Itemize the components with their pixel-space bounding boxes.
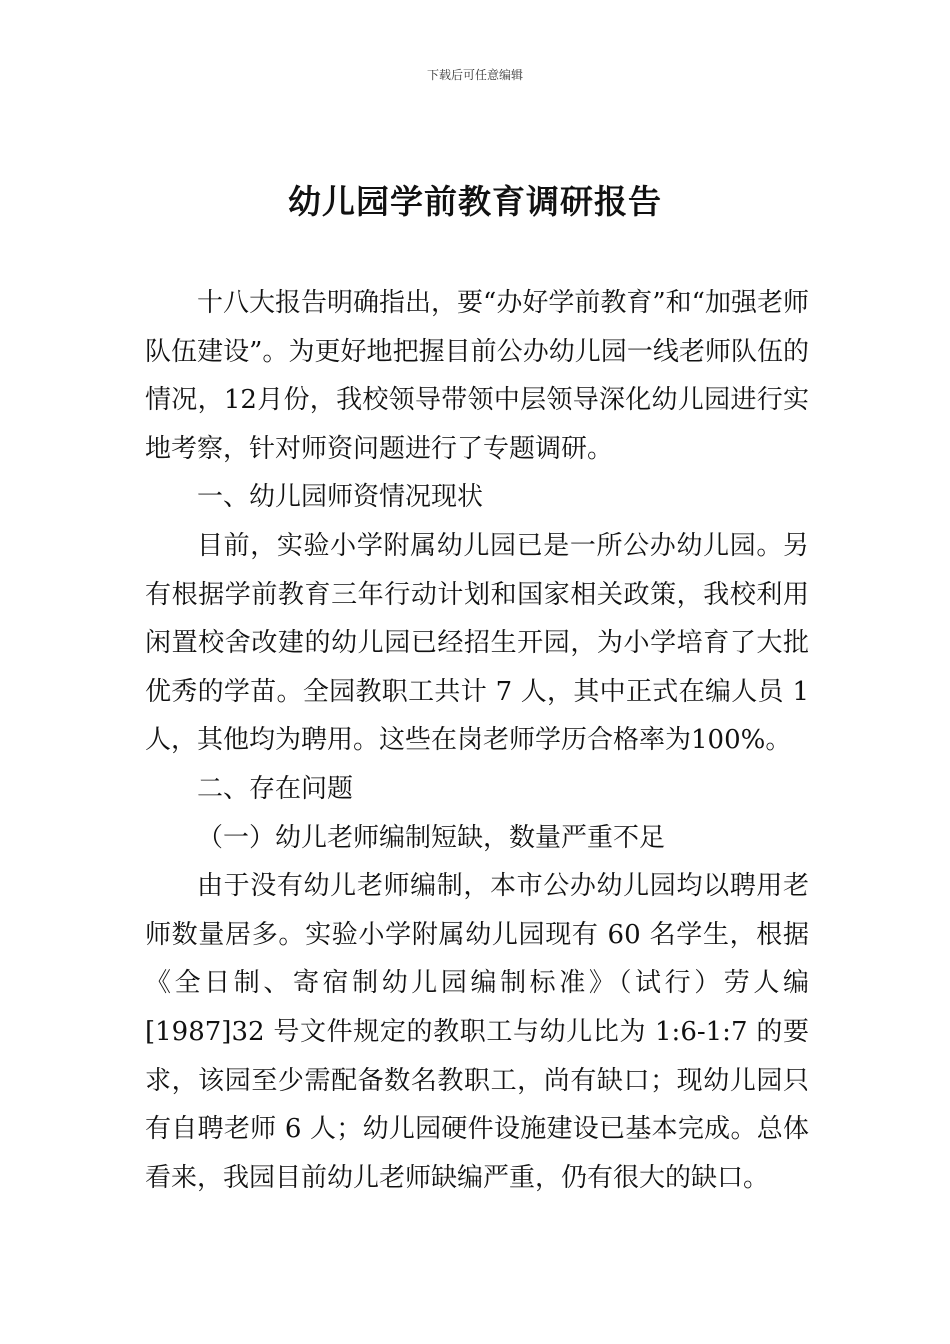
document-body [145,279,809,1202]
section-heading-problems: 二、存在问题 [197,773,354,804]
section-heading-status: 一、幼儿园师资情况现状 [197,482,484,513]
paragraph-status: 目前，实验小学附属幼儿园已是一所公办幼儿园。另有根据学前教育三年行动计划和国家相关政策，我校利用闲置校舍改建的幼儿园已经招生开园，为小学培育了大批优秀的学苗。全园教职工共计 7 人，其中正式在编人员 1人，其他均为聘用。这些在岗老师学历合格率为100%。 [145,530,809,756]
paragraph-intro: 十八大报告明确指出，要“办好学前教育”和“加强老师队伍建设”。为更好地把握目前公办幼儿园一线老师队伍的情况，12月份，我校领导带领中层领导深化幼儿园进行实地考察，针对师资问题进行了专题调研。 [145,288,809,464]
header-note: 下载后可任意编辑 [426,68,523,82]
subsection-heading-staffing: （一）幼儿老师编制短缺，数量严重不足 [197,822,666,853]
paragraph-staffing: 由于没有幼儿老师编制，本市公办幼儿园均以聘用老师数量居多。实验小学附属幼儿园现有 60 名学生，根据《全日制、寄宿制幼儿园编制标准》（试行）劳人编[1987]32 号文件规定的教职工与幼儿比为 1:6-1:7 的要求，该园至少需配备数名教职工，尚有缺口；现幼儿园只有自聘老师 6 人；幼儿园硬件设施建设已基本完成。总体看来，我园目前幼儿老师缺编严重，仍有很大的缺口。 [145,871,809,1193]
document-title: 幼儿园学前教育调研报告 [288,182,662,221]
